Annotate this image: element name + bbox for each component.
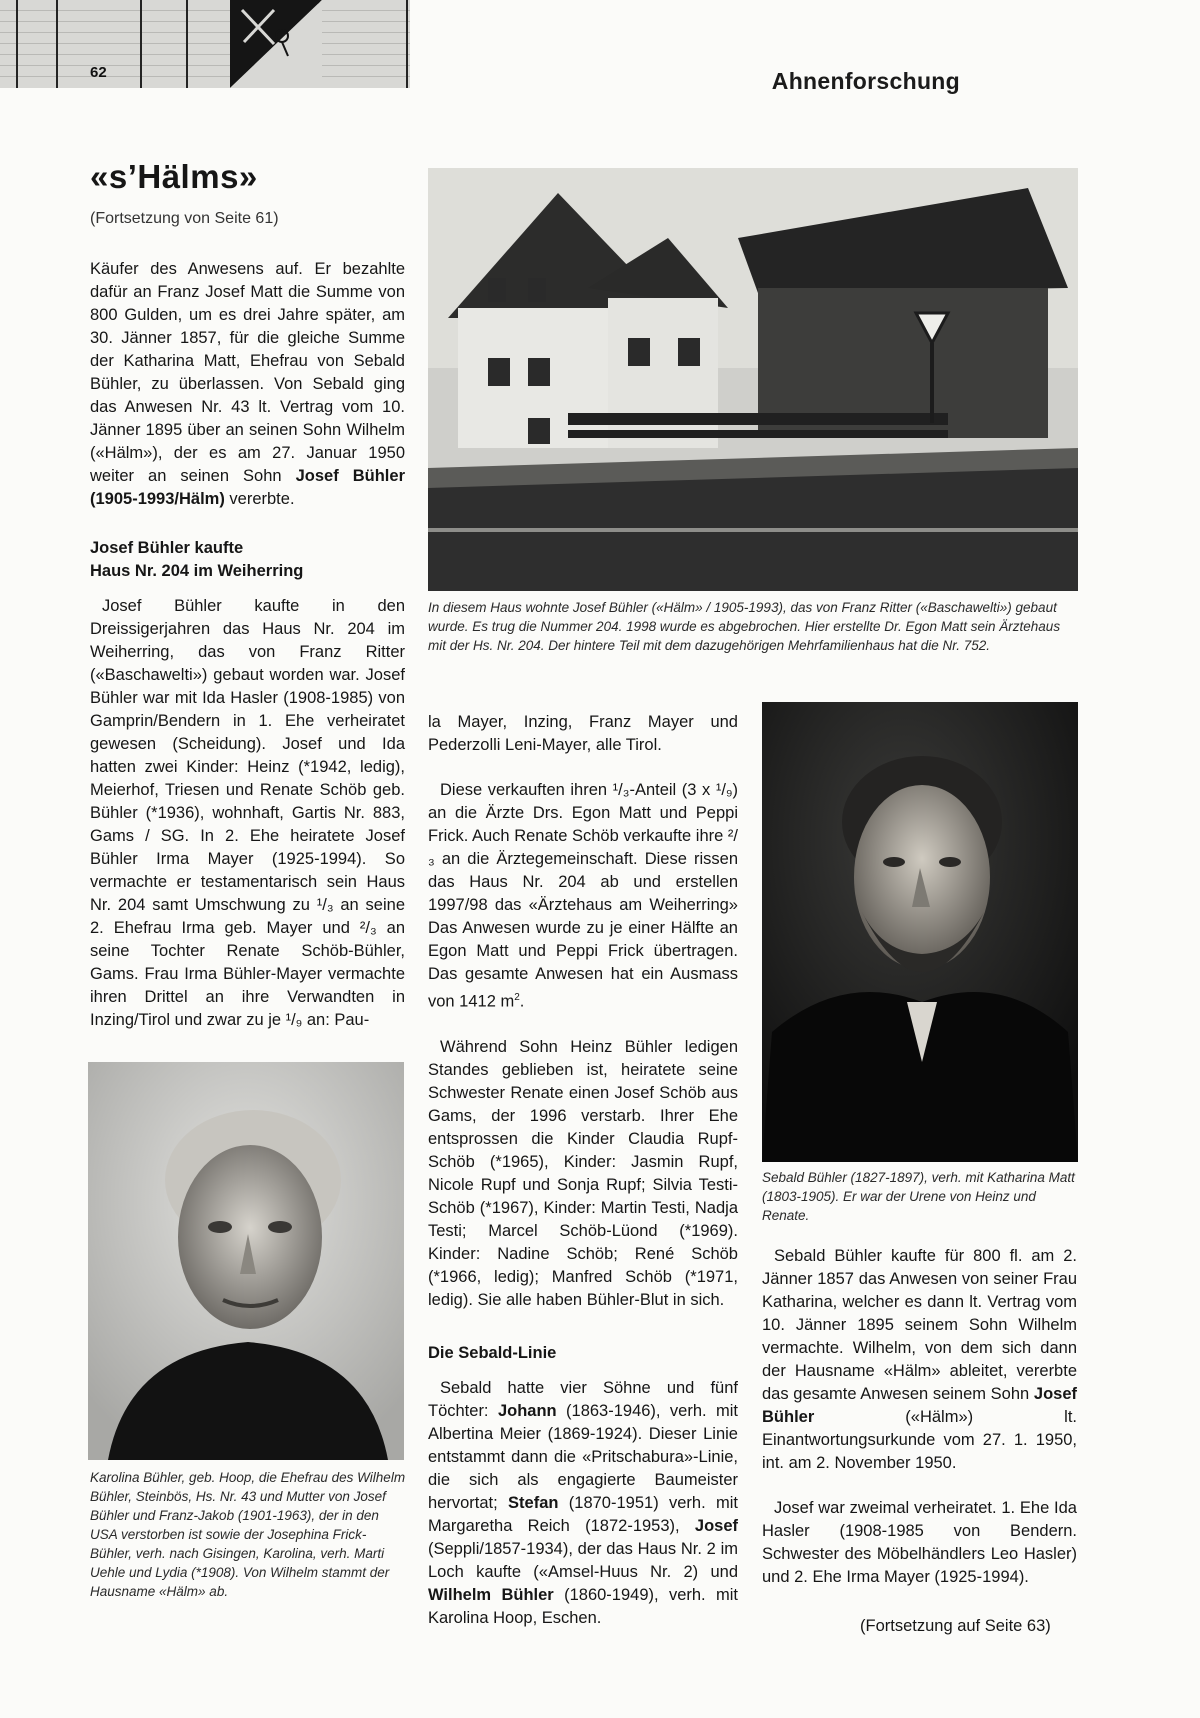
column-3	[762, 1245, 1077, 1605]
caption-house: In diesem Haus wohnte Josef Bühler («Hälm» / 1905-1993), das von Franz Ritter («Baschawelti») gebaut wurde. Es trug die Nummer 204. 1998 wurde es abgebrochen. Hier erstellte Dr. Egon Matt sein Ärztehaus mit der Hs. Nr. 204. Der hintere Teil mit dem dazugehörigen Mehrfamilienhaus hat die Nr. 752.	[428, 600, 1061, 653]
paragraph: Käufer des Anwesens auf. Er bezahlte dafür an Franz Josef Matt die Summe von 800 Gulden, um es drei Jahre später, am 30. Jänner 1857, für die gleiche Summe der Katharina Matt, Ehefrau von Sebald Bühler, zu überlassen. Von Sebald ging das Anwesen Nr. 43 lt. Vertrag vom 10. Jänner 1895 über an seinen Sohn Wilhelm («Hälm»), der es am 27. Januar 1950 weiter an seinen Sohn Josef Bühler (1905-1993/Hälm) vererbte.	[90, 260, 405, 508]
page-number: 62	[90, 64, 107, 81]
section-title: Ahnenforschung	[771, 68, 960, 94]
paragraph: Sebald Bühler kaufte für 800 fl. am 2. Jänner 1857 das Anwesen von seiner Frau Katharina, welcher es dann lt. Vertrag vom 10. Jänner 1895 seinem Sohn Wilhelm vermachte. Wilhelm, von dem sich dann der Hausname «Hälm» ableitet, vererbte das gesamte Anwesen seinem Sohn Josef Bühler («Hälm») lt. Einantwortungsurkunde vom 27. 1. 1950, int. am 2. November 1950.	[762, 1247, 1077, 1472]
photo-house-204	[428, 168, 1078, 591]
article-subtitle: (Fortsetzung von Seite 61)	[90, 210, 279, 227]
header-grid-band	[0, 0, 410, 88]
column-2	[428, 711, 738, 1646]
portrait-photo-sebald	[762, 702, 1078, 1162]
caption-sebald: Sebald Bühler (1827-1897), verh. mit Katharina Matt (1803-1905). Er war der Urene von Heinz und Renate.	[762, 1170, 1075, 1223]
paragraph: Während Sohn Heinz Bühler ledigen Standes geblieben ist, heiratete seine Schwester Renate einen Josef Schöb aus Gams, der 1996 verstarb. Ihrer Ehe entsprossen die Kinder Claudia Rupf-Schöb (*1965), Kinder: Jasmin Rupf, Nicole Rupf und Sonja Rupf; Silvia Testi-Schöb (*1967), Kinder: Martin Testi, Nadja Testi; Marcel Schöb-Lüond (*1969). Kinder: Nadine Schöb; René Schöb (*1966, ledig); Manfred Schöb (*1971, ledig). Sie alle haben Bühler-Blut in sich.	[428, 1037, 738, 1309]
paragraph: la Mayer, Inzing, Franz Mayer und Pederzolli Leni-Mayer, alle Tirol.	[428, 713, 738, 754]
continued-note: (Fortsetzung auf Seite 63)	[860, 1617, 1051, 1635]
article-title: «s’Hälms»	[90, 158, 258, 195]
column-1	[90, 258, 405, 1048]
paragraph: Josef Bühler kaufte in den Dreissigerjahren das Haus Nr. 204 im Weiherring, das von Franz Ritter («Baschawelti») gebaut worden war. Josef Bühler war mit Ida Hasler (1908-1985) von Gamprin/Bendern in 1. Ehe verheiratet gewesen (Scheidung). Josef und Ida hatten zwei Kinder: Heinz (*1942, ledig), Meierhof, Triesen und Renate Schöb geb. Bühler (*1936), wohnhaft, Gartis Nr. 883, Gams / SG. In 2. Ehe heiratete Josef Bühler Irma Mayer (1925-1994). So vermachte er testamentarisch sein Haus Nr. 204 samt Umschwung zu ¹/₃ an seine 2. Ehefrau Irma geb. Mayer und ²/₃ an seine Tochter Renate Schöb-Bühler, Gams. Frau Irma Bühler-Mayer vermachte ihren Drittel an ihre Verwandten in Inzing/Tirol und zwar zu je ¹/₉ an: Pau-	[90, 597, 406, 1029]
portrait-photo-karolina	[88, 1062, 404, 1460]
paragraph: Josef war zweimal verheiratet. 1. Ehe Ida Hasler (1908-1985 von Bendern. Schwester des Möbelhändlers Leo Hasler) und 2. Ehe Irma Mayer (1925-1994).	[762, 1499, 1077, 1586]
subheading: Die Sebald-Linie	[428, 1343, 557, 1362]
caption-karolina: Karolina Bühler, geb. Hoop, die Ehefrau des Wilhelm Bühler, Steinbös, Hs. Nr. 43 und Mutter von Josef Bühler und Franz-Jakob (1901-1963), der in den USA verstorben ist sowie der Josephina Frick-Bühler, verh. nach Gisingen, Karolina, verh. Marti Uehle und Lydia (*1908). Von Wilhelm stammt der Hausname «Hälm» ab.	[90, 1470, 406, 1599]
subheading: Josef Bühler kaufte Haus Nr. 204 im Weiherring	[90, 539, 304, 580]
paragraph: Diese verkauften ihren ¹/₃-Anteil (3 x ¹/₉) an die Ärzte Drs. Egon Matt und Peppi Frick. Auch Renate Schöb verkaufte ihre ²/₃ an die Ärztegemeinschaft. Diese rissen das Haus Nr. 204 ab und erstellen 1997/98 das «Ärztehaus am Weiherring» Das Anwesen wurde zu je einer Hälfte an Egon Matt und Peppi Frick übertragen. Das gesamte Anwesen hat ein Ausmass von 1412 $m^2$.	[428, 781, 738, 1011]
header-emblem-icon	[230, 0, 322, 88]
paragraph: Sebald hatte vier Söhne und fünf Töchter: Johann (1863-1946), verh. mit Albertina Meier (1869-1924). Dieser Linie entstammt dann die «Pritschabura»-Linie, die sich als engagierte Baumeister hervortat; Stefan (1870-1951) verh. mit Margaretha Reich (1872-1953), Josef (Seppli/1857-1934), der das Haus Nr. 2 im Loch kaufte («Amsel-Huus Nr. 2) und Wilhelm Bühler (1860-1949), verh. mit Karolina Hoop, Eschen.	[428, 1378, 738, 1627]
